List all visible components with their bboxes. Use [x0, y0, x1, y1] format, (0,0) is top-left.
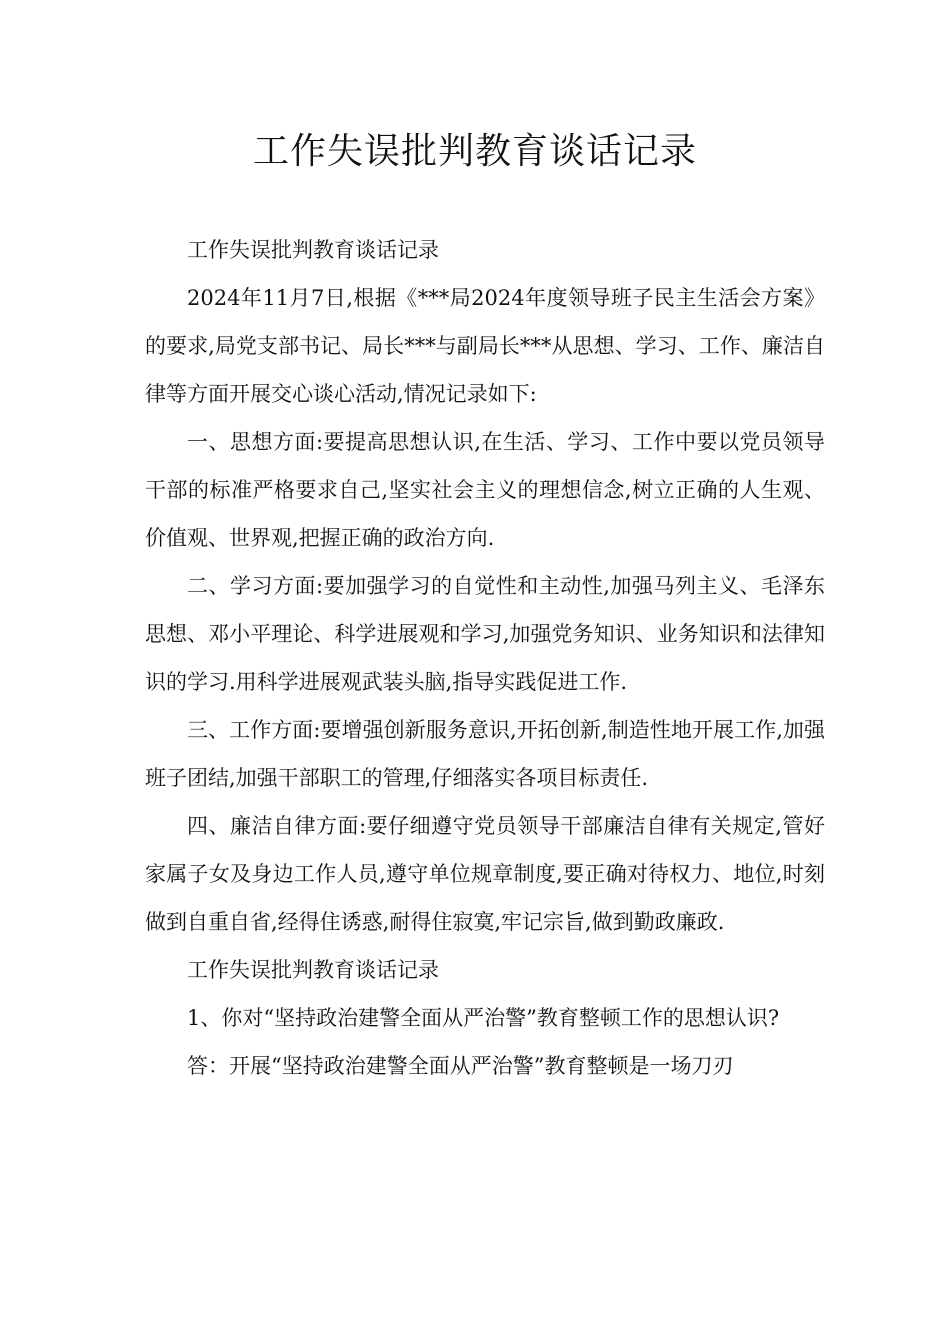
paragraph-section-heading: 工作失误批判教育谈话记录	[187, 958, 439, 982]
document-title: 工作失误批判教育谈话记录	[252, 131, 697, 172]
paragraph-question-1: 1、你对“坚持政治建警全面从严治警”教育整顿工作的思想认识?	[187, 1006, 780, 1030]
paragraph-answer-1: 答：开展“坚持政治建警全面从严治警”教育整顿是一场刀刃	[187, 1054, 734, 1078]
paragraph-integrity: 四、廉洁自律方面:要仔细遵守党员领导干部廉洁自律有关规定,管好家属子女及身边工作人员,遵守单位规章制度,要正确对待权力、地位,时刻做到自重自省,经得住诱惑,耐得住寂寞,牢记宗旨,做到勤政廉政.	[145, 814, 825, 934]
paragraph-intro: 2024年11月7日,根据《***局2024年度领导班子民主生活会方案》的要求,局党支部书记、局长***与副局长***从思想、学习、工作、廉洁自律等方面开展交心谈心活动,情况记录如下:	[145, 286, 825, 406]
document-body	[145, 226, 825, 1090]
paragraph-study: 二、学习方面:要加强学习的自觉性和主动性,加强马列主义、毛泽东思想、邓小平理论、科学进展观和学习,加强党务知识、业务知识和法律知识的学习.用科学进展观武装头脑,指导实践促进工作.	[145, 574, 825, 694]
paragraph-work: 三、工作方面:要增强创新服务意识,开拓创新,制造性地开展工作,加强班子团结,加强干部职工的管理,仔细落实各项目标责任.	[145, 718, 825, 790]
paragraph-thought: 一、思想方面:要提高思想认识,在生活、学习、工作中要以党员领导干部的标准严格要求自己,坚实社会主义的理想信念,树立正确的人生观、价值观、世界观,把握正确的政治方向.	[145, 430, 825, 550]
paragraph-subtitle: 工作失误批判教育谈话记录	[187, 238, 439, 262]
